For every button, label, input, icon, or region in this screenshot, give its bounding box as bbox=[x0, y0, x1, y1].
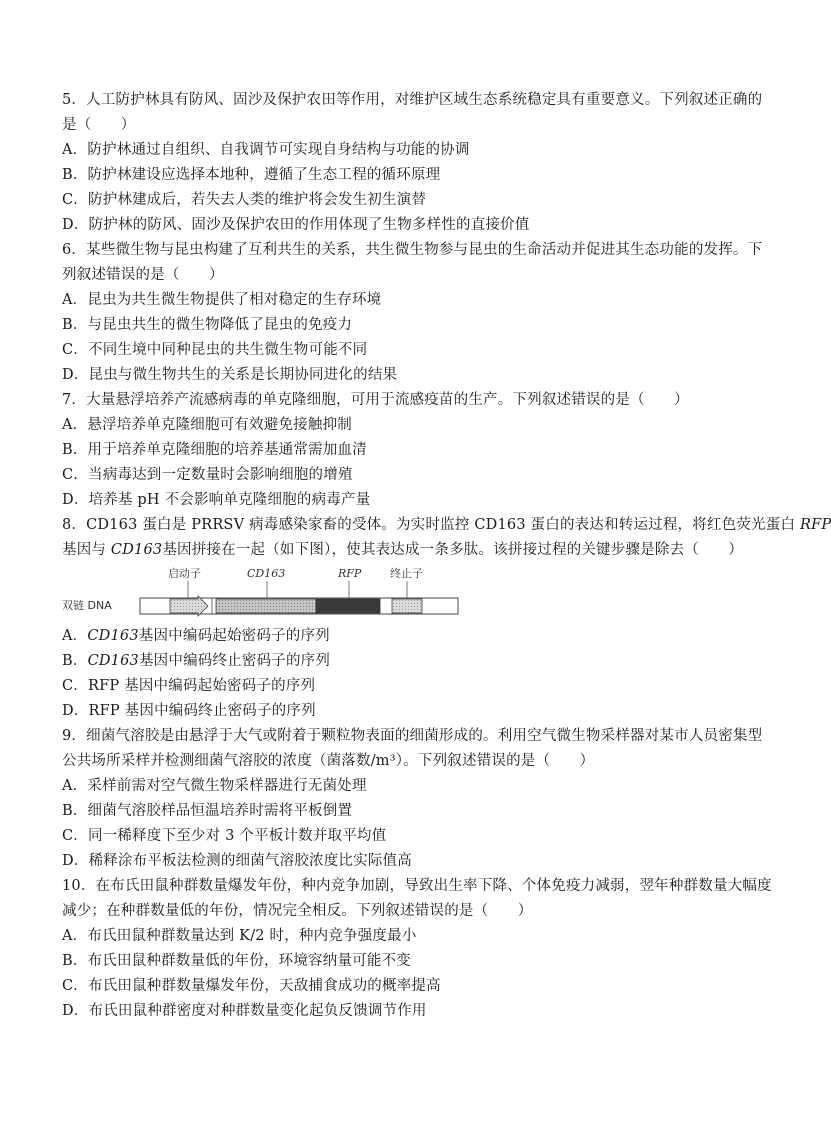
q5-option-b: B．防护林建设应选择本地种，遵循了生态工程的循环原理 bbox=[62, 167, 441, 183]
q9-stem-line1: 9．细菌气溶胶是由悬浮于大气或附着于颗粒物表面的细菌形成的。利用空气微生物采样器对某市人员密集型 bbox=[62, 728, 763, 744]
q10-option-a: A．布氏田鼠种群数量达到 K/2 时，种内竞争强度最小 bbox=[62, 928, 417, 944]
terminator-label: 终止子 bbox=[390, 567, 423, 580]
q10-option-b: B．布氏田鼠种群数量低的年份，环境容纳量可能不变 bbox=[62, 953, 411, 969]
q8-stem-line1 bbox=[62, 515, 831, 535]
cd163-segment bbox=[216, 599, 316, 613]
q5-option-a: A．防护林通过自组织、自我调节可实现自身结构与功能的协调 bbox=[62, 142, 470, 158]
q6-option-c: C．不同生境中同种昆虫的共生微生物可能不同 bbox=[62, 342, 368, 358]
q9-option-d: D．稀释涂布平板法检测的细菌气溶胶浓度比实际值高 bbox=[62, 853, 412, 869]
q5-option-c: C．防护林建成后，若失去人类的维护将会发生初生演替 bbox=[62, 192, 427, 208]
q6-stem-line1: 6．某些微生物与昆虫构建了互利共生的关系，共生微生物参与昆虫的生命活动并促进其生态功能的发挥。下 bbox=[62, 242, 763, 258]
cd163-label: CD163 bbox=[247, 567, 286, 580]
q8-option-c: C．RFP 基因中编码起始密码子的序列 bbox=[62, 678, 316, 694]
q5-stem-line1: 5．人工防护林具有防风、固沙及保护农田等作用，对维护区域生态系统稳定具有重要意义。下列叙述正确的 bbox=[62, 92, 763, 108]
q7-option-b: B．用于培养单克隆细胞的培养基通常需加血清 bbox=[62, 442, 367, 458]
q6-option-b: B．与昆虫共生的微生物降低了昆虫的免疫力 bbox=[62, 317, 353, 333]
promoter-label: 启动子 bbox=[168, 567, 201, 580]
q10-stem-line1: 10．在布氏田鼠种群数量爆发年份，种内竞争加剧，导致出生率下降、个体免疫力减弱，翌年种群数量大幅度 bbox=[62, 878, 772, 894]
q8-stem-rfp: RFP bbox=[799, 517, 831, 533]
dna-construct-diagram bbox=[62, 566, 482, 622]
q10-stem-line2: 减少；在种群数量低的年份，情况完全相反。下列叙述错误的是（ ） bbox=[62, 903, 533, 919]
q7-option-a: A．悬浮培养单克隆细胞可有效避免接触抑制 bbox=[62, 417, 352, 433]
dna-strand-label: 双链 DNA bbox=[62, 599, 112, 612]
q8-option-b-text: 基因中编码终止密码子的序列 bbox=[138, 653, 331, 669]
q8-option-a-gene: CD163 bbox=[87, 628, 139, 644]
q8-option-a-prefix: A． bbox=[62, 628, 88, 644]
q8-option-b bbox=[62, 651, 738, 671]
q8-option-d: D．RFP 基因中编码终止密码子的序列 bbox=[62, 703, 316, 719]
q8-stem-line2-post: 基因拼接在一起（如下图），使其表达成一条多肽。该拼接过程的关键步骤是除去（ ） bbox=[162, 542, 744, 558]
q9-option-b: B．细菌气溶胶样品恒温培养时需将平板倒置 bbox=[62, 803, 353, 819]
q9-option-a: A．采样前需对空气微生物采样器进行无菌处理 bbox=[62, 778, 367, 794]
dna-construct-svg bbox=[62, 566, 482, 622]
q6-option-a: A．昆虫为共生微生物提供了相对稳定的生存环境 bbox=[62, 292, 382, 308]
q10-option-d: D．布氏田鼠种群密度对种群数量变化起负反馈调节作用 bbox=[62, 1003, 427, 1019]
rfp-segment bbox=[316, 599, 380, 613]
q5-option-d: D．防护林的防风、固沙及保护农田的作用体现了生物多样性的直接价值 bbox=[62, 217, 530, 233]
q6-stem-line2: 列叙述错误的是（ ） bbox=[62, 267, 224, 283]
q7-stem-line1: 7．大量悬浮培养产流感病毒的单克隆细胞，可用于流感疫苗的生产。下列叙述错误的是（ ） bbox=[62, 392, 689, 408]
q8-option-b-gene: CD163 bbox=[87, 653, 139, 669]
q8-option-a-text: 基因中编码起始密码子的序列 bbox=[138, 628, 330, 644]
q8-stem-line1-text: 8．CD163 蛋白是 PRRSV 病毒感染家畜的受体。为实时监控 CD163 蛋白的表达和转运过程，将红色荧光蛋白 bbox=[62, 517, 800, 533]
q9-stem-line2: 公共场所采样并检测细菌气溶胶的浓度（菌落数/m³）。下列叙述错误的是（ ） bbox=[62, 753, 595, 769]
q5-stem-line2: 是（ ） bbox=[62, 117, 136, 133]
terminator-segment bbox=[392, 599, 422, 613]
q8-option-b-prefix: B． bbox=[62, 653, 88, 669]
rfp-label: RFP bbox=[338, 567, 362, 580]
q9-option-c: C．同一稀释度下至少对 3 个平板计数并取平均值 bbox=[62, 828, 387, 844]
q6-option-d: D．昆虫与微生物共生的关系是长期协同进化的结果 bbox=[62, 367, 398, 383]
q10-option-c: C．布氏田鼠种群数量爆发年份，天敌捕食成功的概率提高 bbox=[62, 978, 441, 994]
q8-stem-cd163: CD163 bbox=[110, 542, 163, 558]
q7-option-d: D．培养基 pH 不会影响单克隆细胞的病毒产量 bbox=[62, 492, 371, 508]
q8-option-a bbox=[62, 626, 738, 646]
q7-option-c: C．当病毒达到一定数量时会影响细胞的增殖 bbox=[62, 467, 353, 483]
q8-stem-line2-pre: 基因与 bbox=[62, 542, 111, 558]
q8-stem-line2 bbox=[62, 540, 744, 560]
